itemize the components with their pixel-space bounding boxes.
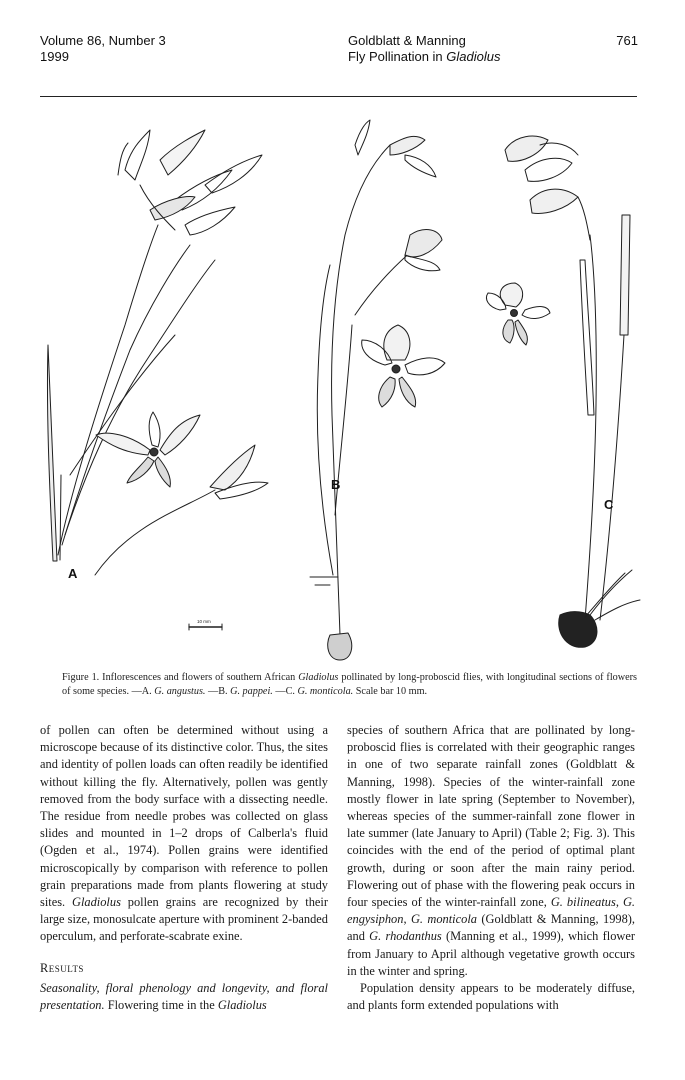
plant-illustrations <box>0 115 685 665</box>
panel-label-a: A <box>68 566 78 581</box>
plant-c-illustration <box>505 136 640 647</box>
subsection-heading: Seasonality, floral phenology and longevity, and floral presentation. <box>40 980 328 1013</box>
flower-face-b <box>362 325 445 407</box>
page-number: 761 <box>616 33 638 48</box>
caption-species-b: G. pappei. <box>230 686 273 697</box>
journal-year: 1999 <box>40 49 69 64</box>
scale-bar-label: 10 mm <box>197 619 211 624</box>
running-title: Fly Pollination in Gladiolus <box>348 49 501 64</box>
running-header-center <box>348 33 500 65</box>
flower-section-a <box>95 445 268 575</box>
body-paragraph: species of southern Africa that are pollinated by long-proboscid flies is correlated with their geographic ranges in one of two separate rainfall zones (Goldblatt & Manning, 1998). Species of the winter-rainfall zone mostly flower in late spring (September to November), whereas species of the summer-rainfall zone flower in late summer (late January to April) (Table 2; Fig. 3). This coincides with the end of the period of optimal plant growth, during or soon after the main rainy period. Flowering out of phase with the flowering peak occurs in four species of the winter-rainfall zone, G. bilineatus, G. engysiphon, G. monticola (Goldblatt & Manning, 1998), and G. rhodanthus (Manning et al., 1999), which flower from January to April although vegetative growth occurs in the winter and spring. <box>347 723 635 978</box>
plant-a-illustration <box>47 130 262 561</box>
flower-face-c <box>487 283 551 345</box>
caption-species-c: G. monticola. <box>297 686 354 697</box>
text-column-left <box>40 722 328 1014</box>
body-paragraph: Population density appears to be moderately diffuse, and plants form extended populations with <box>347 981 635 1013</box>
scale-bar <box>189 624 222 630</box>
caption-genus: Gladiolus <box>298 672 339 683</box>
botanical-figure <box>0 115 685 665</box>
section-heading: Results <box>40 960 84 975</box>
running-authors: Goldblatt & Manning <box>348 33 466 48</box>
flower-face-a <box>96 412 200 487</box>
running-title-genus: Gladiolus <box>446 49 501 64</box>
body-paragraph: of pollen can often be determined without using a microscope because of its distinctive color. Thus, the sites and identity of pollen loads can often readily be identified without killing the fly. Alternatively, pollen was gently removed from the body surface with a dissecting needle. The residue from needle probes was collected on glass slides and mounted in 1–2 drops of Calberla's fluid (Ogden et al., 1974). Pollen grains were identified microscopically by comparison with reference to pollen grain preparations made from plants flowering at study sites. Gladiolus pollen grains are recognized by their large size, monosulcate aperture with prominent 2-banded operculum, and perforate-scabrate exine. <box>40 723 328 944</box>
text-column-right <box>347 722 635 1014</box>
figure-caption: Figure 1. Inflorescences and flowers of southern African Gladiolus pollinated by long-proboscid flies, with longitudinal sections of flowers of some species. —A. G. angustus. —B. G. pappei. —C. G. monticola. Scale bar 10 mm. <box>62 672 637 697</box>
panel-label-b: B <box>331 477 341 492</box>
plant-b-illustration <box>310 120 436 660</box>
flower-section-b <box>355 230 442 315</box>
body-paragraph: Seasonality, floral phenology and longevity, and floral presentation. Flowering time in the Gladiolus <box>40 980 328 1013</box>
running-header-left <box>40 33 166 65</box>
caption-species-a: G. angustus. <box>154 686 206 697</box>
header-rule <box>40 96 637 97</box>
panel-label-c: C <box>604 497 614 512</box>
journal-volume: Volume 86, Number 3 <box>40 33 166 48</box>
caption-lead: Figure 1. <box>62 672 100 683</box>
